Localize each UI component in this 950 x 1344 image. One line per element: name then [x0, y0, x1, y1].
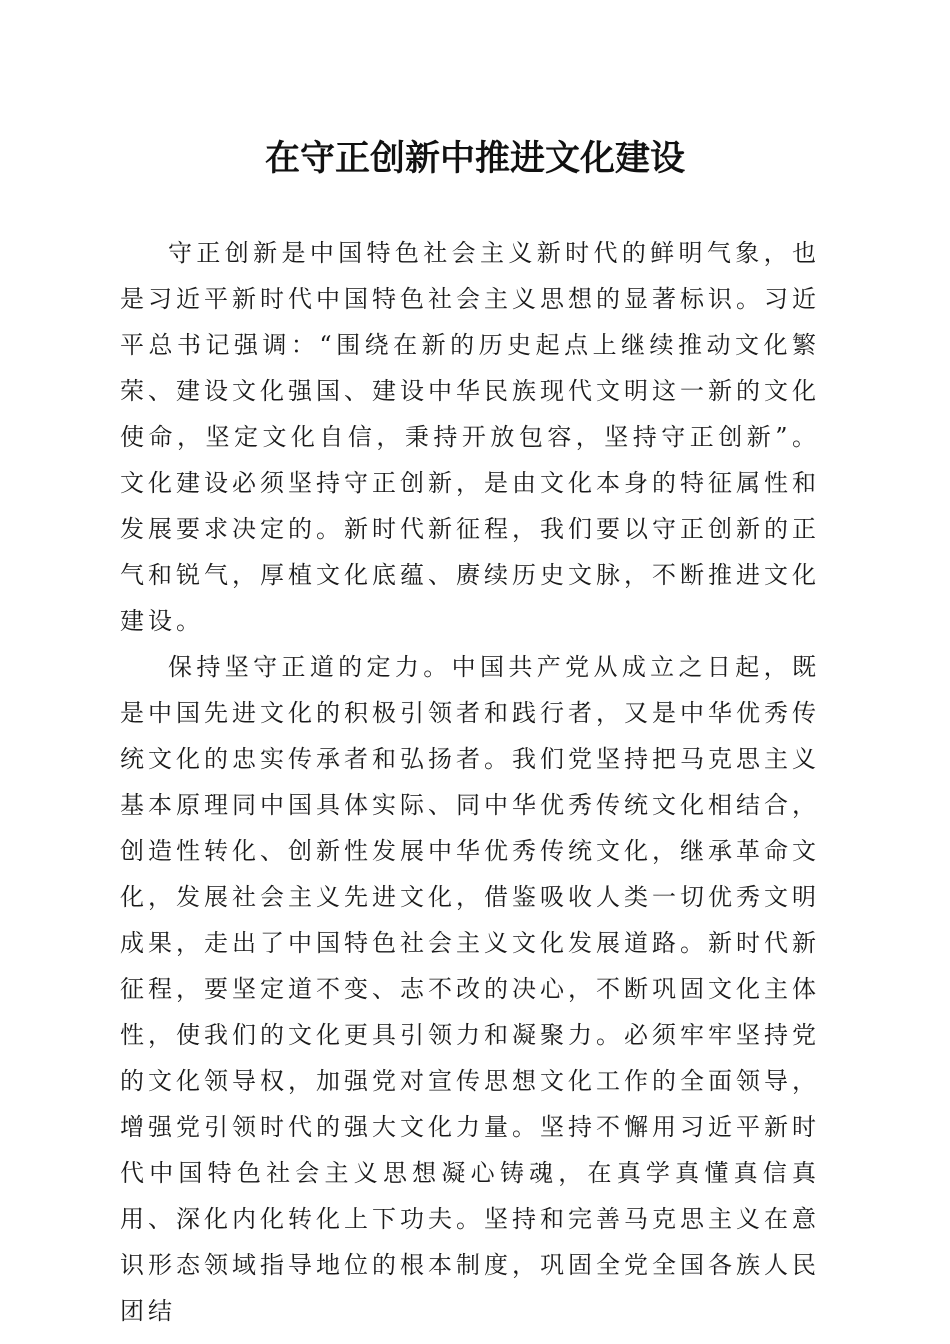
paragraph-2: 保持坚守正道的定力。中国共产党从成立之日起，既是中国先进文化的积极引领者和践行者，又是中华优秀传统文化的忠实传承者和弘扬者。我们党坚持把马克思主义基本原理同中国具体实际、同中华优秀传统文化相结合，创造性转化、创新性发展中华优秀传统文化，继承革命文化，发展社会主义先进文化，借鉴吸收人类一切优秀文明成果，走出了中国特色社会主义文化发展道路。新时代新征程，要坚定道不变、志不改的决心，不断巩固文化主体性，使我们的文化更具引领力和凝聚力。必须牢牢坚持党的文化领导权，加强党对宣传思想文化工作的全面领导，增强党引领时代的强大文化力量。坚持不懈用习近平新时代中国特色社会主义思想凝心铸魂，在真学真懂真信真用、深化内化转化上下功夫。坚持和完善马克思主义在意识形态领域指导地位的根本制度，巩固全党全国各族人民团结 [120, 653, 820, 1325]
document-body [120, 230, 820, 1334]
paragraph-1: 守正创新是中国特色社会主义新时代的鲜明气象，也是习近平新时代中国特色社会主义思想的显著标识。习近平总书记强调：“围绕在新的历史起点上继续推动文化繁荣、建设文化强国、建设中华民族现代文明这一新的文化使命，坚定文化自信，秉持开放包容，坚持守正创新”。文化建设必须坚持守正创新，是由文化本身的特征属性和发展要求决定的。新时代新征程，我们要以守正创新的正气和锐气，厚植文化底蕴、赓续历史文脉，不断推进文化建设。 [120, 239, 820, 635]
document-title: 在守正创新中推进文化建设 [264, 138, 685, 179]
